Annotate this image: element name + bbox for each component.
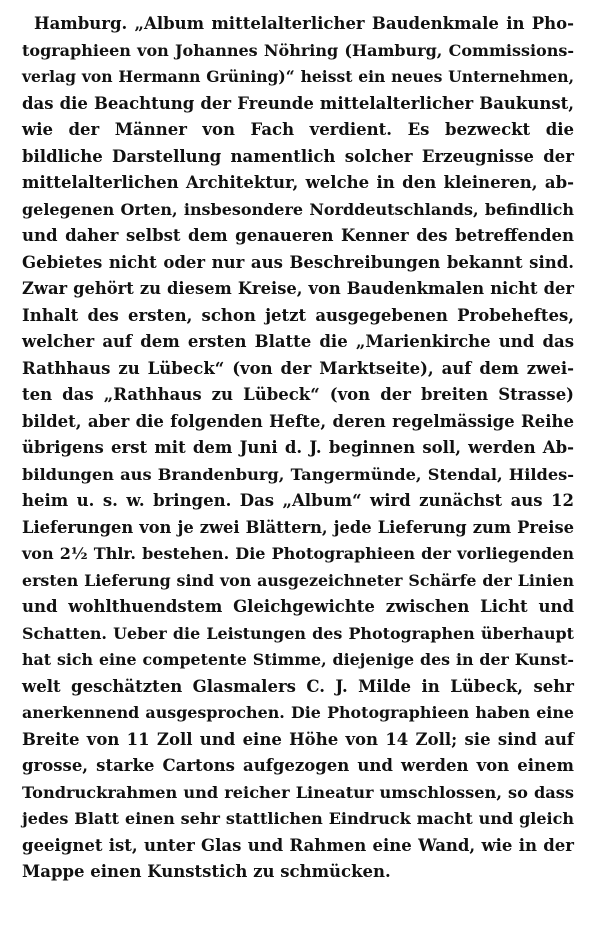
text-line: von 2½ Thlr. bestehen. Die Photographieen der vorliegenden <box>22 544 574 563</box>
text-line: verlag von Hermann Grüning)“ heisst ein neues Unternehmen, <box>22 67 574 86</box>
text-line: Inhalt des ersten, schon jetzt ausgegebenen Probeheftes, <box>22 305 574 325</box>
text-line: hat sich eine competente Stimme, diejenige des in der Kunst- <box>22 650 574 669</box>
text-line: welt geschätzten Glasmalers C. J. Milde in Lübeck, sehr <box>22 676 574 696</box>
article-paragraph <box>22 11 574 886</box>
text-line: Lieferungen von je zwei Blättern, jede Lieferung zum Preise <box>22 517 574 537</box>
text-line: und wohlthuendstem Gleichgewichte zwischen Licht und <box>22 597 574 616</box>
text-line: grosse, starke Cartons aufgezogen und werden von einem <box>22 756 574 775</box>
text-line: Mappe einen Kunststich zu schmücken. <box>22 862 391 881</box>
text-line: Schatten. Ueber die Leistungen des Photographen überhaupt <box>22 623 574 643</box>
text-line: Hamburg. „Album mittelalterlicher Baudenkmale in Pho- <box>34 14 574 33</box>
text-line: mittelalterlichen Architektur, welche in den kleineren, ab- <box>22 173 574 192</box>
text-line: welcher auf dem ersten Blatte die „Marienkirche und das <box>22 332 574 351</box>
text-line: geeignet ist, unter Glas und Rahmen eine Wand, wie in der <box>22 835 574 855</box>
text-line: ersten Lieferung sind von ausgezeichneter Schärfe der Linien <box>22 570 574 590</box>
text-line: tographieen von Johannes Nöhring (Hamburg, Commissions- <box>22 40 574 60</box>
text-line: wie der Männer von Fach verdient. Es bezweckt die <box>22 120 574 139</box>
text-line: Zwar gehört zu diesem Kreise, von Baudenkmalen nicht der <box>22 279 574 298</box>
text-line: Breite von 11 Zoll und eine Höhe von 14 Zoll; sie sind auf <box>22 729 574 749</box>
text-line: bildliche Darstellung namentlich solcher Erzeugnisse der <box>22 146 574 166</box>
text-line: ten das „Rathhaus zu Lübeck“ (von der breiten Strasse) <box>22 385 574 404</box>
text-line: übrigens erst mit dem Juni d. J. beginnen soll, werden Ab- <box>22 438 574 457</box>
text-line: heim u. s. w. bringen. Das „Album“ wird zunächst aus 12 <box>22 491 574 510</box>
text-line: bildungen aus Brandenburg, Tangermünde, Stendal, Hildes- <box>22 464 574 484</box>
text-line: und daher selbst dem genaueren Kenner des betreffenden <box>22 226 574 245</box>
text-line: bildet, aber die folgenden Hefte, deren regelmässige Reihe <box>22 411 574 431</box>
text-line: das die Beachtung der Freunde mittelalterlicher Baukunst, <box>22 93 574 113</box>
text-line: Tondruckrahmen und reicher Lineatur umschlossen, so dass <box>22 782 574 802</box>
text-line: jedes Blatt einen sehr stattlichen Eindruck macht und gleich <box>22 809 574 828</box>
text-line: anerkennend ausgesprochen. Die Photographieen haben eine <box>22 703 574 722</box>
text-line: gelegenen Orten, insbesondere Norddeutschlands, befindlich <box>22 199 574 219</box>
text-line: Rathhaus zu Lübeck“ (von der Marktseite), auf dem zwei- <box>22 358 574 378</box>
text-line: Gebietes nicht oder nur aus Beschreibungen bekannt sind. <box>22 252 574 272</box>
